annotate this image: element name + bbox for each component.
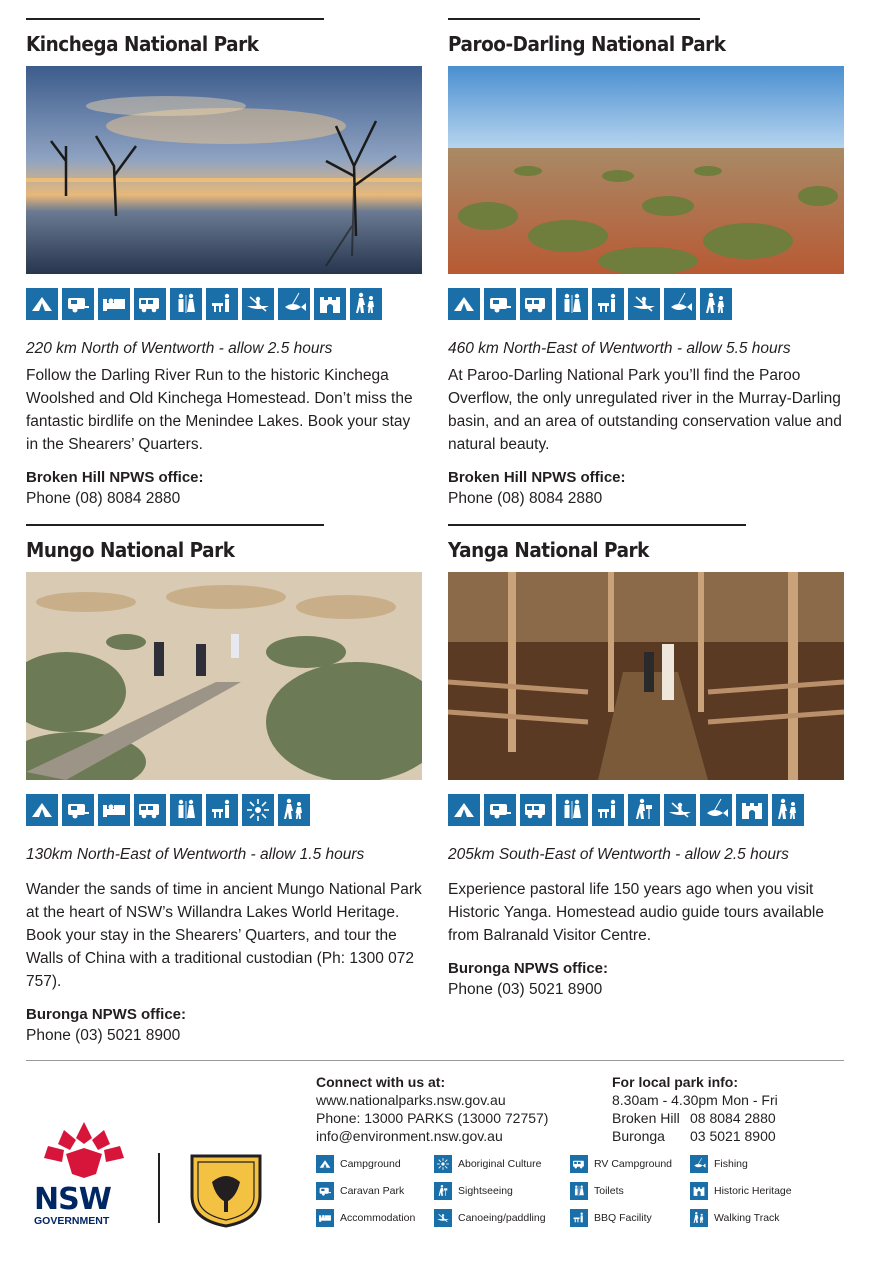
divider bbox=[448, 524, 746, 526]
park-description: At Paroo-Darling National Park you’ll find the Paroo Overflow, the only unregulated river in the Murray-Darling basin, and an area of outstanding conservation value and natural beauty. bbox=[448, 366, 842, 453]
office-label: Buronga NPWS office: bbox=[26, 1005, 186, 1023]
distance-text: 220 km North of Wentworth - allow 2.5 hours bbox=[26, 339, 333, 357]
accommodation-icon bbox=[316, 1209, 334, 1227]
bbq-facility-icon bbox=[206, 288, 238, 320]
legend-item bbox=[434, 1182, 513, 1200]
divider bbox=[448, 18, 700, 20]
distance-text: 460 km North-East of Wentworth - allow 5.5 hours bbox=[448, 339, 791, 357]
canoeing-icon bbox=[242, 288, 274, 320]
nsw-logo-subtext: GOVERNMENT bbox=[34, 1215, 110, 1227]
email-link[interactable]: info@environment.nsw.gov.au bbox=[316, 1128, 503, 1144]
park-photo bbox=[26, 66, 422, 274]
local-heading: For local park info: bbox=[612, 1074, 739, 1090]
waratah-icon bbox=[34, 1118, 134, 1180]
divider bbox=[26, 524, 324, 526]
park-description: Experience pastoral life 150 years ago when you visit Historic Yanga. Homestead audio guide tours available from Balranald Visitor Centre. bbox=[448, 880, 824, 944]
office-label: Buronga NPWS office: bbox=[448, 959, 608, 977]
legend-label: Caravan Park bbox=[340, 1185, 405, 1197]
park-title: Mungo National Park bbox=[26, 537, 235, 562]
park-photo bbox=[26, 572, 422, 780]
legend-label: Accommodation bbox=[340, 1212, 416, 1224]
walking-track-icon bbox=[278, 794, 310, 826]
legend-item bbox=[690, 1182, 792, 1200]
walking-track-icon bbox=[690, 1209, 708, 1227]
office-hours: 8.30am - 4.30pm Mon - Fri bbox=[612, 1092, 778, 1108]
park-mungo bbox=[26, 524, 422, 1045]
fishing-icon bbox=[690, 1155, 708, 1173]
distance-text: 130km North-East of Wentworth - allow 1.5 hours bbox=[26, 845, 365, 863]
walking-track-icon bbox=[350, 288, 382, 320]
legend-item bbox=[316, 1209, 415, 1227]
legend-label: Fishing bbox=[714, 1158, 748, 1170]
campground-icon bbox=[448, 288, 480, 320]
office-phone: Phone (03) 5021 8900 bbox=[448, 980, 603, 998]
toilets-icon bbox=[556, 794, 588, 826]
facility-icons bbox=[448, 288, 844, 320]
office-label: Broken Hill NPWS office: bbox=[26, 468, 204, 486]
local-office-name: Buronga bbox=[612, 1128, 665, 1144]
office-phone: Phone (08) 8084 2880 bbox=[448, 489, 603, 507]
aboriginal-culture-icon bbox=[242, 794, 274, 826]
campground-icon bbox=[26, 794, 58, 826]
local-office-name: Broken Hill bbox=[612, 1110, 680, 1126]
park-photo bbox=[448, 572, 844, 780]
park-yanga bbox=[448, 524, 844, 999]
park-description: Wander the sands of time in ancient Mungo National Park at the heart of NSW’s Willandra Lakes World Heritage. Book your stay in the Shearers’ Quarters, and tour the Walls of China with a traditional custodian (Ph: 1300 072 757). bbox=[26, 880, 422, 990]
caravan-park-icon bbox=[484, 794, 516, 826]
rv-campground-icon bbox=[520, 794, 552, 826]
sightseeing-icon bbox=[628, 794, 660, 826]
footer-divider bbox=[26, 1060, 844, 1061]
canoeing-icon bbox=[664, 794, 696, 826]
legend-label: RV Campground bbox=[594, 1158, 673, 1170]
historic-heritage-icon bbox=[314, 288, 346, 320]
campground-icon bbox=[448, 794, 480, 826]
fishing-icon bbox=[664, 288, 696, 320]
legend-label: Canoeing/paddling bbox=[458, 1212, 546, 1224]
legend-item bbox=[570, 1182, 624, 1200]
rv-campground-icon bbox=[570, 1155, 588, 1173]
legend-item bbox=[570, 1155, 672, 1173]
toilets-icon bbox=[570, 1182, 588, 1200]
legend-label: BBQ Facility bbox=[594, 1212, 652, 1224]
facility-icons bbox=[26, 288, 422, 320]
legend-label: Campground bbox=[340, 1158, 401, 1170]
legend-item bbox=[434, 1155, 541, 1173]
office-phone: Phone (08) 8084 2880 bbox=[26, 489, 181, 507]
bbq-facility-icon bbox=[592, 794, 624, 826]
caravan-park-icon bbox=[62, 288, 94, 320]
nsw-government-logo bbox=[34, 1118, 134, 1228]
bbq-facility-icon bbox=[570, 1209, 588, 1227]
legend-item bbox=[570, 1209, 652, 1227]
caravan-park-icon bbox=[62, 794, 94, 826]
accommodation-icon bbox=[98, 288, 130, 320]
caravan-park-icon bbox=[484, 288, 516, 320]
park-paroo-darling bbox=[448, 18, 844, 508]
legend-label: Walking Track bbox=[714, 1212, 780, 1224]
aboriginal-culture-icon bbox=[434, 1155, 452, 1173]
legend-label: Historic Heritage bbox=[714, 1185, 792, 1197]
legend-item bbox=[690, 1209, 780, 1227]
park-kinchega bbox=[26, 18, 422, 508]
rv-campground-icon bbox=[134, 794, 166, 826]
rv-campground-icon bbox=[520, 288, 552, 320]
website-link[interactable]: www.nationalparks.nsw.gov.au bbox=[316, 1092, 506, 1108]
fishing-icon bbox=[700, 794, 732, 826]
local-office-row bbox=[612, 1109, 778, 1127]
npws-logo bbox=[186, 1152, 266, 1233]
historic-heritage-icon bbox=[736, 794, 768, 826]
canoeing-icon bbox=[628, 288, 660, 320]
distance-text: 205km South-East of Wentworth - allow 2.5 hours bbox=[448, 845, 789, 863]
footer-phone: Phone: 13000 PARKS (13000 72757) bbox=[316, 1110, 549, 1126]
legend-item bbox=[690, 1155, 748, 1173]
campground-icon bbox=[316, 1155, 334, 1173]
accommodation-icon bbox=[98, 794, 130, 826]
connect-block bbox=[316, 1073, 548, 1145]
connect-heading: Connect with us at: bbox=[316, 1074, 446, 1090]
legend-label: Toilets bbox=[594, 1185, 624, 1197]
legend-label: Aboriginal Culture bbox=[458, 1158, 542, 1170]
facility-icons bbox=[26, 794, 422, 826]
park-title: Kinchega National Park bbox=[26, 31, 259, 56]
logo-divider bbox=[158, 1153, 160, 1223]
office-phone: Phone (03) 5021 8900 bbox=[26, 1026, 181, 1044]
local-office-phone: 08 8084 2880 bbox=[690, 1110, 776, 1126]
park-description: Follow the Darling River Run to the historic Kinchega Woolshed and Old Kinchega Homestead. Don’t miss the fantastic birdlife on the Menindee Lakes. Book your stay in the Shearers’ Quarters. bbox=[26, 366, 413, 453]
bbq-facility-icon bbox=[592, 288, 624, 320]
facility-icons bbox=[448, 794, 844, 826]
bbq-facility-icon bbox=[206, 794, 238, 826]
toilets-icon bbox=[170, 794, 202, 826]
caravan-park-icon bbox=[316, 1182, 334, 1200]
walking-track-icon bbox=[700, 288, 732, 320]
historic-heritage-icon bbox=[690, 1182, 708, 1200]
toilets-icon bbox=[170, 288, 202, 320]
park-title: Paroo-Darling National Park bbox=[448, 31, 726, 56]
legend-item bbox=[316, 1155, 401, 1173]
nsw-logo-text: NSW bbox=[34, 1182, 111, 1217]
rv-campground-icon bbox=[134, 288, 166, 320]
local-info-block bbox=[612, 1073, 778, 1145]
legend-label: Sightseeing bbox=[458, 1185, 513, 1197]
park-photo bbox=[448, 66, 844, 274]
park-title: Yanga National Park bbox=[448, 537, 649, 562]
sightseeing-icon bbox=[434, 1182, 452, 1200]
campground-icon bbox=[26, 288, 58, 320]
fishing-icon bbox=[278, 288, 310, 320]
toilets-icon bbox=[556, 288, 588, 320]
walking-track-icon bbox=[772, 794, 804, 826]
office-label: Broken Hill NPWS office: bbox=[448, 468, 626, 486]
local-office-row bbox=[612, 1127, 778, 1145]
legend-item bbox=[316, 1182, 404, 1200]
divider bbox=[26, 18, 324, 20]
canoeing-icon bbox=[434, 1209, 452, 1227]
legend-item bbox=[434, 1209, 546, 1227]
local-office-phone: 03 5021 8900 bbox=[690, 1128, 776, 1144]
